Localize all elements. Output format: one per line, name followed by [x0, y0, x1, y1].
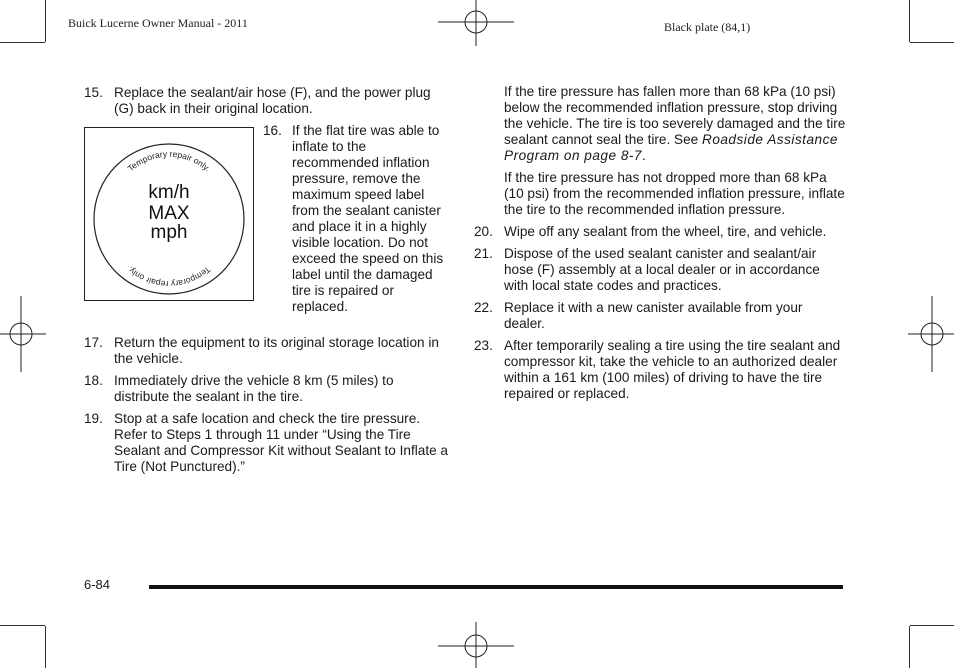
- speed-label-illustration: [85, 128, 253, 300]
- step-text: After temporarily sealing a tire using the tire sealant and compressor kit, take the vehicle to an authorized dealer within a 161 km (100 miles) of driving to have the tire repaired or replaced.: [504, 338, 841, 401]
- paragraph-end: .: [641, 148, 646, 163]
- arc-text-bottom: Temporary repair only.: [125, 264, 213, 290]
- step-18: [84, 373, 450, 405]
- paragraph-text: If the tire pressure has fallen more than 68 kPa (10 psi) below the recommended inflation pressure, stop driving the vehicle. The tire is too severely damaged and the tire sealant cannot seal the tire. See: [504, 84, 846, 147]
- step-number: 22.: [474, 300, 493, 315]
- cross-reference-link[interactable]: Roadside Assistance Program on page 8-7: [504, 132, 838, 163]
- right-column: [474, 84, 846, 408]
- paragraph-pressure-fallen: [504, 84, 846, 164]
- registration-mark-bottom: [438, 622, 514, 668]
- step-text: Stop at a safe location and check the tire pressure. Refer to Steps 1 through 11 under “Using the Tire Sealant and Compressor Kit without Sealant to Inflate a Tire (Not Punctured).”: [114, 411, 448, 474]
- step-number: 18.: [84, 373, 103, 388]
- step-text: Replace it with a new canister available from your dealer.: [504, 300, 803, 331]
- figure-row: [84, 123, 450, 329]
- step-text: Dispose of the used sealant canister and sealant/air hose (F) assembly at a local dealer or in accordance with local state codes and practices.: [504, 246, 820, 293]
- step-number: 23.: [474, 338, 493, 353]
- label-max: MAX: [148, 203, 190, 224]
- step-text: Replace the sealant/air hose (F), and the power plug (G) back in their original location.: [114, 85, 431, 116]
- crop-mark-bottom-right-h: [910, 625, 954, 626]
- crop-mark-top-right-h: [910, 42, 954, 43]
- step-number: 15.: [84, 85, 103, 100]
- step-number: 20.: [474, 224, 493, 239]
- step-22: [474, 300, 846, 332]
- label-mph: mph: [150, 222, 188, 243]
- step-20: [474, 224, 846, 240]
- step-number: 19.: [84, 411, 103, 426]
- registration-mark-left: [0, 296, 46, 372]
- crop-mark-top-left-v: [45, 0, 46, 42]
- crop-mark-bottom-right-v: [909, 626, 910, 668]
- footer-rule: [149, 585, 843, 589]
- step-text: Immediately drive the vehicle 8 km (5 miles) to distribute the sealant in the tire.: [114, 373, 394, 404]
- step-17: [84, 335, 450, 367]
- step-16: [263, 123, 482, 315]
- crop-mark-bottom-left-h: [0, 625, 45, 626]
- crop-mark-bottom-left-v: [45, 626, 46, 668]
- step-text: Wipe off any sealant from the wheel, tire, and vehicle.: [504, 224, 827, 239]
- step-15: [84, 85, 450, 117]
- step-number: 16.: [263, 123, 282, 138]
- step-text: Return the equipment to its original storage location in the vehicle.: [114, 335, 439, 366]
- label-kmh: km/h: [148, 182, 190, 203]
- step-number: 21.: [474, 246, 493, 261]
- step-text: If the flat tire was able to inflate to the recommended inflation pressure, remove the maximum speed label from the sealant canister and place it in a highly visible location. Do not exceed the speed on this label until the damaged tire is repaired or replaced.: [292, 123, 444, 314]
- crop-mark-top-left-h: [0, 42, 45, 43]
- crop-mark-top-right-v: [909, 0, 910, 42]
- header-plate: Black plate (84,1): [664, 20, 751, 34]
- registration-mark-right: [908, 296, 954, 372]
- speed-label-figure: [84, 127, 254, 301]
- paragraph-pressure-not-dropped: If the tire pressure has not dropped more than 68 kPa (10 psi) from the recommended inflation pressure, inflate the tire to the recommended inflation pressure.: [504, 170, 845, 217]
- page-number: 6-84: [84, 577, 111, 592]
- step-19: [84, 411, 450, 475]
- arc-text-top: Temporary repair only.: [125, 148, 213, 174]
- step-23: [474, 338, 846, 402]
- left-column: [84, 85, 450, 481]
- step-21: [474, 246, 846, 294]
- header-title: Buick Lucerne Owner Manual - 2011: [68, 16, 248, 30]
- step-number: 17.: [84, 335, 103, 350]
- registration-mark-top: [438, 0, 514, 46]
